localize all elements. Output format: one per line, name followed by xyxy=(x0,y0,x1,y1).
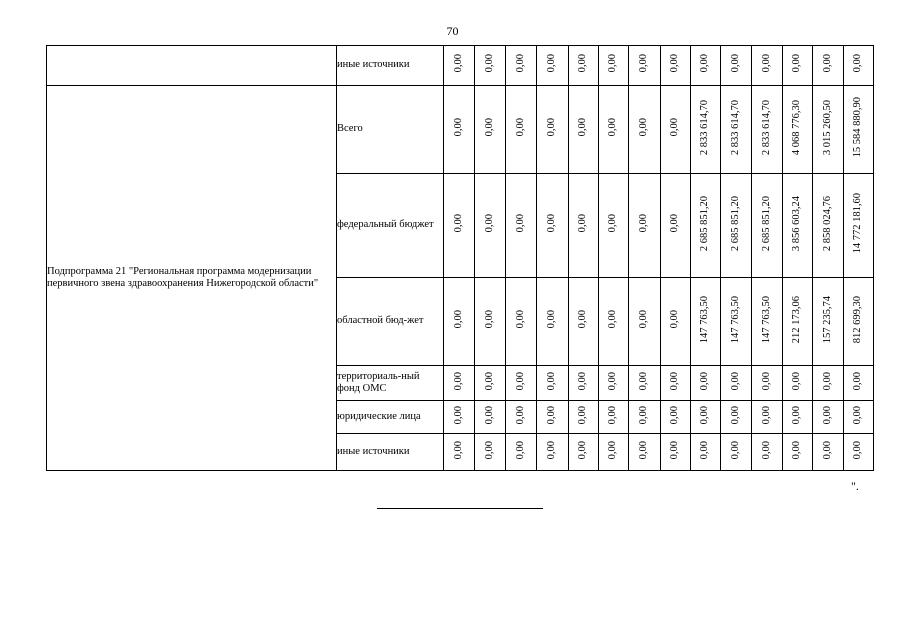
value-cell xyxy=(475,46,506,86)
value-text: 0,00 xyxy=(452,440,464,460)
funding-source-label: юридические лица xyxy=(337,401,444,434)
value-text: 0,00 xyxy=(452,118,464,137)
value-cell xyxy=(475,434,506,471)
value-text: 0,00 xyxy=(729,371,741,391)
value-text: 812 699,30 xyxy=(852,295,864,344)
value-text: 0,00 xyxy=(577,310,589,329)
value-cell xyxy=(783,434,813,471)
value-cell xyxy=(752,86,783,174)
value-cell xyxy=(721,46,752,86)
value-cell xyxy=(506,46,537,86)
value-cell xyxy=(537,366,569,401)
value-text: 0,00 xyxy=(638,214,650,233)
value-text: 0,00 xyxy=(607,440,619,460)
value-text: 0,00 xyxy=(452,405,464,425)
value-cell xyxy=(721,366,752,401)
value-cell xyxy=(844,434,874,471)
footer-rule xyxy=(377,508,543,509)
value-cell xyxy=(813,278,844,366)
value-cell xyxy=(506,366,537,401)
value-cell xyxy=(813,434,844,471)
value-text: 0,00 xyxy=(852,371,864,391)
value-cell xyxy=(661,366,691,401)
value-cell xyxy=(691,86,721,174)
value-text: 0,00 xyxy=(514,214,526,233)
value-text: 0,00 xyxy=(577,118,589,137)
value-cell xyxy=(569,86,599,174)
value-text: 0,00 xyxy=(852,405,864,425)
value-cell xyxy=(783,366,813,401)
value-cell xyxy=(661,86,691,174)
value-text: 0,00 xyxy=(729,54,741,73)
program-title: Подпрограмма 21 "Региональная программа модернизации первичного звена здравоохранения Нижегородской области" xyxy=(47,86,337,471)
value-cell xyxy=(569,366,599,401)
closing-quote: ". xyxy=(851,479,859,493)
value-cell xyxy=(783,401,813,434)
value-text: 0,00 xyxy=(638,371,650,391)
value-text: 0,00 xyxy=(669,310,681,329)
table-row xyxy=(47,86,874,174)
value-text: 0,00 xyxy=(760,371,772,391)
value-text: 0,00 xyxy=(607,310,619,329)
value-text: 0,00 xyxy=(669,214,681,233)
value-cell xyxy=(661,434,691,471)
value-cell xyxy=(444,401,475,434)
value-text: 15 584 880,90 xyxy=(852,97,864,158)
value-text: 0,00 xyxy=(791,405,803,425)
value-cell xyxy=(783,278,813,366)
value-cell xyxy=(661,278,691,366)
value-text: 0,00 xyxy=(577,214,589,233)
value-text: 0,00 xyxy=(546,118,558,137)
value-cell xyxy=(629,278,661,366)
value-text: 0,00 xyxy=(546,440,558,460)
value-cell xyxy=(506,86,537,174)
value-text: 0,00 xyxy=(638,54,650,73)
value-text: 0,00 xyxy=(852,54,864,73)
value-text: 0,00 xyxy=(699,405,711,425)
table-row xyxy=(47,46,874,86)
value-text: 0,00 xyxy=(699,371,711,391)
value-cell xyxy=(691,366,721,401)
value-text: 0,00 xyxy=(760,405,772,425)
value-text: 0,00 xyxy=(483,371,495,391)
value-text: 0,00 xyxy=(821,54,833,73)
value-cell xyxy=(537,46,569,86)
value-text: 2 685 851,20 xyxy=(699,195,711,252)
value-cell xyxy=(569,434,599,471)
value-text: 0,00 xyxy=(669,371,681,391)
value-text: 0,00 xyxy=(669,440,681,460)
value-cell xyxy=(661,401,691,434)
value-cell xyxy=(506,278,537,366)
value-cell xyxy=(537,401,569,434)
value-cell xyxy=(629,174,661,278)
value-cell xyxy=(783,46,813,86)
value-cell xyxy=(444,46,475,86)
value-text: 0,00 xyxy=(729,405,741,425)
value-text: 0,00 xyxy=(483,310,495,329)
value-text: 0,00 xyxy=(821,440,833,460)
value-cell xyxy=(537,278,569,366)
value-text: 0,00 xyxy=(638,118,650,137)
value-cell xyxy=(475,86,506,174)
value-text: 0,00 xyxy=(452,310,464,329)
value-text: 0,00 xyxy=(729,440,741,460)
value-text: 0,00 xyxy=(669,405,681,425)
value-text: 0,00 xyxy=(607,54,619,73)
empty-program-cell xyxy=(47,46,337,86)
value-text: 0,00 xyxy=(577,371,589,391)
value-cell xyxy=(599,401,629,434)
value-text: 0,00 xyxy=(760,54,772,73)
value-cell xyxy=(629,86,661,174)
value-cell xyxy=(813,401,844,434)
value-cell xyxy=(783,174,813,278)
value-cell xyxy=(752,434,783,471)
value-cell xyxy=(475,174,506,278)
value-text: 0,00 xyxy=(638,310,650,329)
value-text: 0,00 xyxy=(483,214,495,233)
value-text: 0,00 xyxy=(638,440,650,460)
value-cell xyxy=(844,366,874,401)
value-cell xyxy=(752,401,783,434)
value-text: 0,00 xyxy=(669,118,681,137)
value-cell xyxy=(599,86,629,174)
value-text: 3 856 603,24 xyxy=(791,195,803,252)
value-text: 0,00 xyxy=(577,54,589,73)
value-text: 0,00 xyxy=(577,405,589,425)
value-cell xyxy=(661,46,691,86)
value-text: 2 833 614,70 xyxy=(729,99,741,156)
value-cell xyxy=(537,434,569,471)
value-text: 0,00 xyxy=(607,118,619,137)
value-cell xyxy=(691,174,721,278)
value-text: 0,00 xyxy=(546,405,558,425)
value-text: 0,00 xyxy=(638,405,650,425)
value-text: 0,00 xyxy=(546,214,558,233)
value-cell xyxy=(569,174,599,278)
funding-table xyxy=(46,45,874,471)
value-text: 0,00 xyxy=(452,371,464,391)
value-cell xyxy=(721,401,752,434)
value-cell xyxy=(691,46,721,86)
value-text: 0,00 xyxy=(514,118,526,137)
value-text: 0,00 xyxy=(452,54,464,73)
value-cell xyxy=(844,401,874,434)
value-cell xyxy=(721,434,752,471)
value-cell xyxy=(629,401,661,434)
value-text: 2 685 851,20 xyxy=(729,195,741,252)
value-cell xyxy=(783,86,813,174)
value-text: 0,00 xyxy=(514,371,526,391)
value-text: 0,00 xyxy=(607,405,619,425)
value-text: 147 763,50 xyxy=(729,295,741,344)
value-cell xyxy=(444,174,475,278)
value-cell xyxy=(475,366,506,401)
value-cell xyxy=(629,46,661,86)
value-cell xyxy=(444,86,475,174)
value-text: 0,00 xyxy=(483,54,495,73)
value-cell xyxy=(629,434,661,471)
value-cell xyxy=(599,174,629,278)
value-cell xyxy=(813,46,844,86)
value-cell xyxy=(752,366,783,401)
value-text: 4 068 776,30 xyxy=(791,99,803,156)
value-text: 0,00 xyxy=(452,214,464,233)
value-text: 0,00 xyxy=(607,371,619,391)
value-text: 157 235,74 xyxy=(821,295,833,344)
funding-source-label: областной бюд-жет xyxy=(337,278,444,366)
funding-source-label: иные источники xyxy=(337,46,444,86)
value-cell xyxy=(691,278,721,366)
funding-source-label: федеральный бюджет xyxy=(337,174,444,278)
funding-source-label: иные источники xyxy=(337,434,444,471)
value-cell xyxy=(599,278,629,366)
value-text: 0,00 xyxy=(699,54,711,73)
value-text: 0,00 xyxy=(546,371,558,391)
value-cell xyxy=(506,174,537,278)
value-text: 0,00 xyxy=(577,440,589,460)
value-cell xyxy=(444,278,475,366)
value-cell xyxy=(844,86,874,174)
value-text: 0,00 xyxy=(514,440,526,460)
value-text: 0,00 xyxy=(514,54,526,73)
value-cell xyxy=(752,46,783,86)
funding-source-label: территориаль-ный фонд ОМС xyxy=(337,366,444,401)
value-text: 0,00 xyxy=(821,405,833,425)
value-text: 0,00 xyxy=(546,310,558,329)
value-text: 14 772 181,60 xyxy=(852,193,864,254)
value-cell xyxy=(813,366,844,401)
value-cell xyxy=(721,278,752,366)
value-cell xyxy=(691,401,721,434)
value-cell xyxy=(813,86,844,174)
value-cell xyxy=(506,434,537,471)
value-cell xyxy=(569,46,599,86)
value-cell xyxy=(475,401,506,434)
value-text: 0,00 xyxy=(514,405,526,425)
value-text: 147 763,50 xyxy=(699,295,711,344)
value-cell xyxy=(721,86,752,174)
value-text: 0,00 xyxy=(791,440,803,460)
value-cell xyxy=(629,366,661,401)
value-text: 0,00 xyxy=(669,54,681,73)
value-cell xyxy=(444,366,475,401)
value-cell xyxy=(661,174,691,278)
value-cell xyxy=(444,434,475,471)
value-text: 0,00 xyxy=(821,371,833,391)
value-text: 2 685 851,20 xyxy=(760,195,772,252)
value-cell xyxy=(813,174,844,278)
value-cell xyxy=(569,401,599,434)
value-text: 0,00 xyxy=(483,440,495,460)
value-cell xyxy=(506,401,537,434)
value-cell xyxy=(599,434,629,471)
value-text: 2 833 614,70 xyxy=(760,99,772,156)
value-cell xyxy=(599,366,629,401)
value-text: 2 833 614,70 xyxy=(699,99,711,156)
value-text: 0,00 xyxy=(483,405,495,425)
value-text: 0,00 xyxy=(852,440,864,460)
page-number: 70 xyxy=(446,24,459,38)
value-text: 0,00 xyxy=(791,371,803,391)
value-cell xyxy=(752,174,783,278)
value-text: 212 173,06 xyxy=(791,295,803,344)
value-text: 0,00 xyxy=(546,54,558,73)
value-cell xyxy=(844,278,874,366)
value-text: 2 858 024,76 xyxy=(821,195,833,252)
value-cell xyxy=(721,174,752,278)
value-cell xyxy=(537,174,569,278)
value-text: 0,00 xyxy=(760,440,772,460)
value-cell xyxy=(844,174,874,278)
value-text: 0,00 xyxy=(514,310,526,329)
value-text: 3 015 260,50 xyxy=(821,99,833,156)
value-text: 0,00 xyxy=(791,54,803,73)
value-cell xyxy=(844,46,874,86)
value-text: 147 763,50 xyxy=(760,295,772,344)
value-cell xyxy=(537,86,569,174)
value-cell xyxy=(691,434,721,471)
value-cell xyxy=(599,46,629,86)
value-cell xyxy=(475,278,506,366)
value-cell xyxy=(569,278,599,366)
value-text: 0,00 xyxy=(483,118,495,137)
value-cell xyxy=(752,278,783,366)
funding-table-body xyxy=(47,46,874,471)
value-text: 0,00 xyxy=(699,440,711,460)
value-text: 0,00 xyxy=(607,214,619,233)
funding-source-label: Всего xyxy=(337,86,444,174)
